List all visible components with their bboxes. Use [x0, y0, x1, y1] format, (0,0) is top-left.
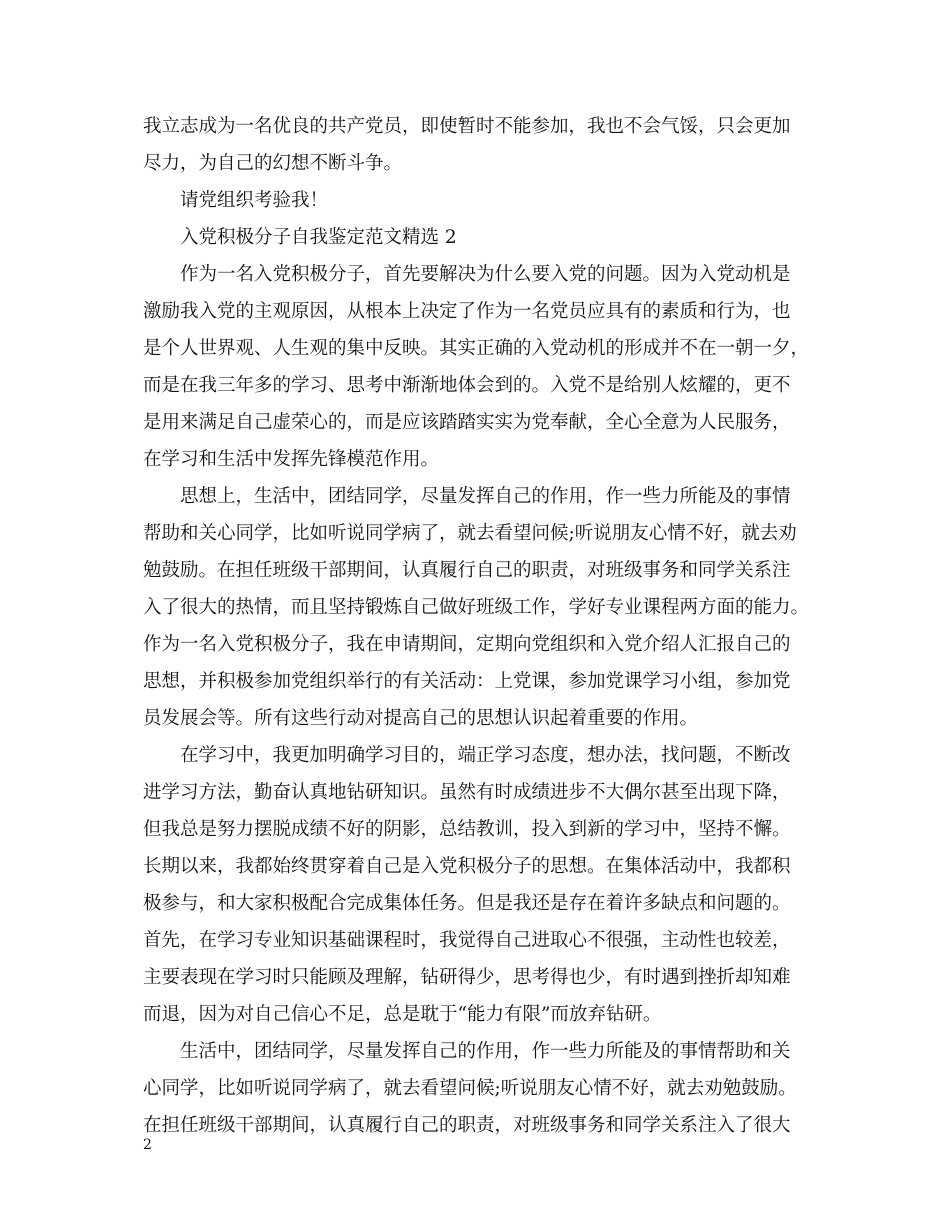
body-text-line: 入了很大的热情，而且坚持锻炼自己做好班级工作，学好专业课程两方面的能力。 — [143, 597, 810, 618]
body-text-line: 是个人世界观、人生观的集中反映。其实正确的入党动机的形成并不在一朝一夕， — [143, 338, 810, 359]
body-text-line: 主要表现在学习时只能顾及理解，钻研得少，思考得也少，有时遇到挫折却知难 — [143, 967, 791, 988]
body-text-line: 极参与，和大家积极配合完成集体任务。但是我还是存在着许多缺点和问题的。 — [143, 893, 791, 914]
body-text-line: 帮助和关心同学，比如听说同学病了，就去看望问候;听说朋友心情不好，就去劝 — [143, 523, 797, 544]
body-text-line: 而是在我三年多的学习、思考中渐渐地体会到的。入党不是给别人炫耀的，更不 — [143, 375, 791, 396]
body-text-line: 在学习中，我更加明确学习目的，端正学习态度，想办法，找问题，不断改 — [180, 745, 791, 766]
body-text-line: 员发展会等。所有这些行动对提高自己的思想认识起着重要的作用。 — [143, 708, 699, 729]
body-text-line: 思想，并积极参加党组织举行的有关活动：上党课，参加党课学习小组，参加党 — [143, 671, 791, 692]
body-text-line: 首先，在学习专业知识基础课程时，我觉得自己进取心不很强，主动性也较差， — [143, 930, 791, 951]
section-heading: 入党积极分子自我鉴定范文精选 2 — [180, 227, 457, 248]
body-text-line: 作为一名入党积极分子，我在申请期间，定期向党组织和入党介绍人汇报自己的 — [143, 634, 791, 655]
body-text-line: 请党组织考验我！ — [180, 190, 329, 211]
body-text-line: 但我总是努力摆脱成绩不好的阴影，总结教训，投入到新的学习中，坚持不懈。 — [143, 819, 791, 840]
body-text-line: 是用来满足自己虚荣心的，而是应该踏踏实实为党奉献，全心全意为人民服务， — [143, 412, 791, 433]
body-text-line: 心同学，比如听说同学病了，就去看望问候;听说朋友心情不好，就去劝勉鼓励。 — [143, 1078, 797, 1099]
body-text-line: 进学习方法，勤奋认真地钻研知识。虽然有时成绩进步不大偶尔甚至出现下降， — [143, 782, 791, 803]
body-text-line: 激励我入党的主观原因，从根本上决定了作为一名党员应具有的素质和行为，也 — [143, 301, 791, 322]
body-text-line: 尽力，为自己的幻想不断斗争。 — [143, 153, 403, 174]
body-text-line: 长期以来，我都始终贯穿着自己是入党积极分子的思想。在集体活动中，我都积 — [143, 856, 791, 877]
page-number: 2 — [143, 1137, 152, 1153]
body-text-line: 在学习和生活中发挥先锋模范作用。 — [143, 449, 440, 470]
body-text-line: 我立志成为一名优良的共产党员，即使暂时不能参加，我也不会气馁，只会更加 — [143, 116, 791, 137]
body-text-line: 而退，因为对自己信心不足，总是耽于“能力有限”而放弃钻研。 — [143, 1004, 662, 1025]
body-text-line: 在担任班级干部期间，认真履行自己的职责，对班级事务和同学关系注入了很大 — [143, 1115, 791, 1136]
body-text-line: 作为一名入党积极分子，首先要解决为什么要入党的问题。因为入党动机是 — [180, 264, 791, 285]
body-text-line: 生活中，团结同学，尽量发挥自己的作用，作一些力所能及的事情帮助和关 — [180, 1041, 791, 1062]
body-text-line: 思想上，生活中，团结同学，尽量发挥自己的作用，作一些力所能及的事情 — [180, 486, 791, 507]
body-text-line: 勉鼓励。在担任班级干部期间，认真履行自己的职责，对班级事务和同学关系注 — [143, 560, 791, 581]
